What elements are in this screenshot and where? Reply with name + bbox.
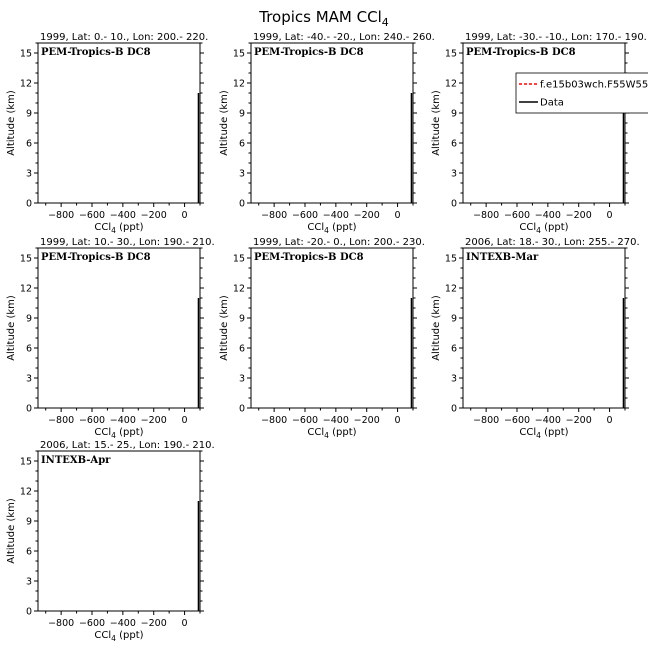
panel-title: 1999, Lat: -30.- -10., Lon: 170.- 190. (465, 32, 647, 43)
y-axis-label: Altitude (km) (6, 90, 17, 156)
y-axis-label: Altitude (km) (6, 498, 17, 564)
x-tick-label: −400 (109, 415, 136, 426)
x-tick-label: 0 (606, 210, 613, 221)
y-tick-label: 9 (238, 313, 245, 325)
x-tick-label: −200 (140, 210, 167, 221)
x-axis-label: CCl$_4$ (ppt) (519, 427, 569, 440)
axes-frame (38, 43, 200, 203)
y-tick-label: 9 (25, 108, 32, 120)
panel-5 (219, 237, 425, 440)
panel-2 (219, 32, 435, 235)
x-tick-label: −600 (78, 415, 106, 426)
x-tick-label: −200 (140, 618, 167, 629)
x-tick-label: −600 (503, 210, 531, 221)
x-tick-label: −800 (48, 210, 75, 221)
y-tick-label: 0 (25, 403, 32, 415)
x-axis-label: CCl$_4$ (ppt) (94, 222, 144, 235)
legend-label: Data (540, 97, 564, 109)
y-tick-label: 0 (450, 403, 457, 415)
y-tick-label: 3 (25, 576, 32, 588)
x-tick-label: −800 (473, 210, 500, 221)
figure-title-main: Tropics MAM CCl (259, 8, 382, 26)
x-tick-label: −400 (534, 210, 561, 221)
axes-frame (38, 248, 200, 408)
x-tick-label: 0 (394, 210, 401, 221)
panel-title: 1999, Lat: 0.- 10., Lon: 200.- 220. (40, 32, 209, 43)
y-tick-label: 6 (25, 138, 32, 150)
axes-frame (251, 248, 413, 408)
panel-title: 2006, Lat: 18.- 30., Lon: 255.- 270. (465, 237, 640, 248)
y-tick-label: 15 (19, 48, 32, 60)
panel-1 (6, 32, 208, 235)
figure-title-subscript: 4 (381, 16, 389, 29)
y-axis-label: Altitude (km) (219, 90, 230, 156)
campaign-label: PEM-Tropics-B DC8 (466, 47, 576, 58)
y-tick-label: 0 (238, 198, 245, 210)
x-tick-label: −200 (565, 415, 592, 426)
y-tick-label: 9 (450, 313, 457, 325)
x-tick-label: −600 (503, 415, 531, 426)
x-tick-label: −400 (322, 415, 349, 426)
panel-3 (431, 32, 647, 235)
x-axis-label: CCl$_4$ (ppt) (307, 222, 357, 235)
y-tick-label: 6 (450, 138, 457, 150)
y-tick-label: 6 (238, 343, 245, 355)
x-axis-label: CCl$_4$ (ppt) (307, 427, 357, 440)
y-tick-label: 15 (444, 253, 457, 265)
x-tick-label: −400 (322, 210, 349, 221)
x-tick-label: −200 (353, 210, 380, 221)
y-tick-label: 6 (25, 546, 32, 558)
y-tick-label: 6 (238, 138, 245, 150)
y-tick-label: 12 (19, 283, 32, 295)
y-tick-label: 0 (25, 606, 32, 618)
x-tick-label: −600 (78, 618, 106, 629)
x-tick-label: −600 (291, 210, 319, 221)
axes-frame (38, 451, 200, 611)
x-axis-label: CCl$_4$ (ppt) (94, 630, 144, 643)
figure-title (258, 8, 389, 29)
x-tick-label: −800 (261, 415, 288, 426)
x-axis-label: CCl$_4$ (ppt) (519, 222, 569, 235)
panels-group (6, 32, 647, 643)
y-tick-label: 6 (450, 343, 457, 355)
y-tick-label: 12 (444, 78, 457, 90)
x-axis-label: CCl$_4$ (ppt) (94, 427, 144, 440)
x-tick-label: −400 (109, 618, 136, 629)
x-tick-label: −400 (109, 210, 136, 221)
panel-4 (6, 237, 215, 440)
y-tick-label: 9 (238, 108, 245, 120)
y-axis-label: Altitude (km) (219, 295, 230, 361)
y-tick-label: 12 (444, 283, 457, 295)
x-tick-label: 0 (181, 415, 188, 426)
y-tick-label: 12 (232, 283, 245, 295)
y-axis-label: Altitude (km) (431, 295, 442, 361)
panel-title: 1999, Lat: -40.- -20., Lon: 240.- 260. (253, 32, 435, 43)
panel-6 (431, 237, 640, 440)
legend-label: f.e15b03wch.F55W55 (540, 79, 648, 91)
campaign-label: INTEXB-Mar (466, 252, 539, 263)
x-tick-label: −200 (140, 415, 167, 426)
panel-title: 1999, Lat: -20.- 0., Lon: 200.- 230. (253, 237, 425, 248)
y-tick-label: 9 (25, 516, 32, 528)
campaign-label: PEM-Tropics-B DC8 (254, 252, 364, 263)
x-tick-label: −800 (261, 210, 288, 221)
axes-frame (463, 248, 625, 408)
campaign-label: PEM-Tropics-B DC8 (254, 47, 364, 58)
x-tick-label: 0 (606, 415, 613, 426)
y-tick-label: 15 (232, 253, 245, 265)
y-tick-label: 15 (19, 456, 32, 468)
y-tick-label: 3 (450, 373, 457, 385)
y-tick-label: 6 (25, 343, 32, 355)
legend (516, 73, 648, 113)
x-tick-label: −200 (565, 210, 592, 221)
campaign-label: PEM-Tropics-B DC8 (41, 252, 151, 263)
y-tick-label: 3 (238, 168, 245, 180)
panel-7 (6, 440, 215, 643)
panel-title: 2006, Lat: 15.- 25., Lon: 190.- 210. (40, 440, 215, 451)
y-tick-label: 3 (25, 168, 32, 180)
x-tick-label: −800 (473, 415, 500, 426)
x-tick-label: −400 (534, 415, 561, 426)
x-tick-label: −800 (48, 618, 75, 629)
axes-frame (251, 43, 413, 203)
y-axis-label: Altitude (km) (6, 295, 17, 361)
x-tick-label: 0 (181, 210, 188, 221)
y-tick-label: 12 (19, 486, 32, 498)
x-tick-label: 0 (394, 415, 401, 426)
x-tick-label: −600 (291, 415, 319, 426)
campaign-label: PEM-Tropics-B DC8 (41, 47, 151, 58)
y-tick-label: 3 (238, 373, 245, 385)
x-tick-label: −200 (353, 415, 380, 426)
y-tick-label: 12 (232, 78, 245, 90)
y-tick-label: 9 (450, 108, 457, 120)
y-tick-label: 0 (25, 198, 32, 210)
y-tick-label: 0 (450, 198, 457, 210)
panel-title: 1999, Lat: 10.- 30., Lon: 190.- 210. (40, 237, 215, 248)
axes-frame (463, 43, 625, 203)
x-tick-label: 0 (181, 618, 188, 629)
y-tick-label: 15 (232, 48, 245, 60)
y-tick-label: 0 (238, 403, 245, 415)
x-tick-label: −800 (48, 415, 75, 426)
campaign-label: INTEXB-Apr (41, 455, 111, 466)
y-tick-label: 15 (444, 48, 457, 60)
x-tick-label: −600 (78, 210, 106, 221)
y-axis-label: Altitude (km) (431, 90, 442, 156)
y-tick-label: 15 (19, 253, 32, 265)
y-tick-label: 3 (450, 168, 457, 180)
y-tick-label: 9 (25, 313, 32, 325)
y-tick-label: 3 (25, 373, 32, 385)
y-tick-label: 12 (19, 78, 32, 90)
